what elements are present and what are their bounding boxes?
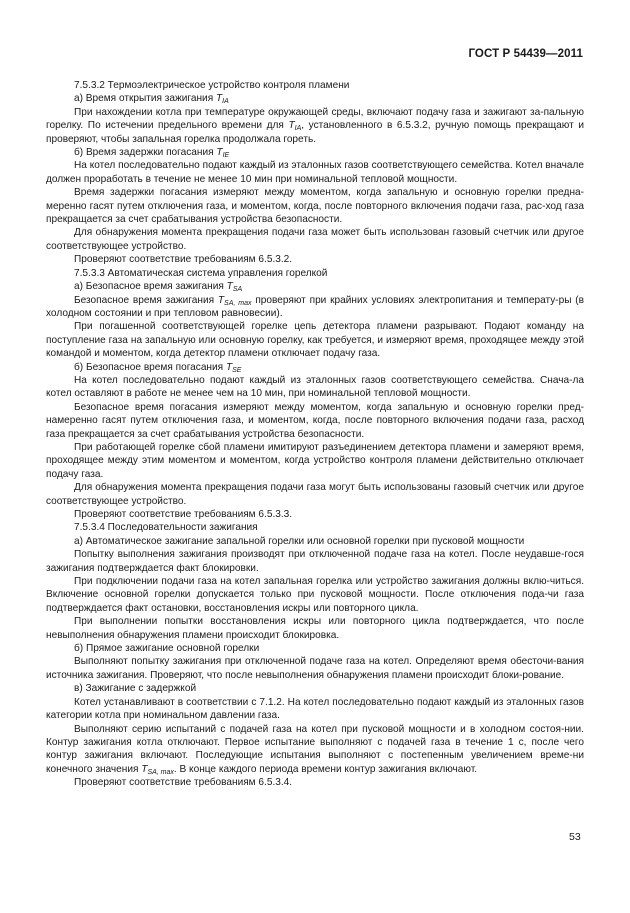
subsection-heading	[46, 280, 584, 293]
section-heading: 7.5.3.2 Термоэлектрическое устройство контроля пламени	[74, 80, 350, 91]
paragraph: Безопасное время погасания измеряют между моментом, когда запальную и основную горелки пред-намеренно гасят путем отключения газа, и моментом, когда, после повторного включения подачи газа, расход газа прекращается за счет срабатывания устройства безопасности.	[46, 401, 584, 440]
paragraph: На котел последовательно подают каждый из эталонных газов соответствующего семейства. Котел вначале должен проработать в течение не менее 10 мин при номинальной тепловой мощности.	[46, 160, 584, 185]
symbol: $T_{SE}$	[225, 361, 242, 374]
paragraph: При работающей горелке сбой пламени имитируют разъединением детектора пламени и замеряют время, проходящее между этим моментом и моментом, когда устройство контроля пламени действительно отключает подачу газа.	[46, 441, 584, 480]
paragraph: При нахождении котла при температуре окружающей среды, включают подачу газа и зажигают за-пальную горелку. По истечении предельного времени для $T_{IA}$, установленного в 6.5.3.2, ручную помощь прекращают и проверяют, чтобы запальная горелка продолжала гореть.	[46, 106, 584, 145]
subsection-heading: в) Зажигание с задержкой	[74, 683, 197, 695]
symbol: $T_{SA, max}$	[217, 294, 252, 307]
paragraph: Проверяют соответствие требованиям 6.5.3.4.	[74, 777, 293, 789]
symbol: $T_{IA}$	[288, 120, 302, 133]
paragraph: Попытку выполнения зажигания производят при отключенной подаче газа на котел. После неудавше-гося зажигания подтверждается факт блокировки.	[46, 549, 584, 574]
heading-text: б) Безопасное время погасания	[74, 361, 224, 373]
subsection-heading: а) Автоматическое зажигание запальной горелки или основной горелки при пусковой мощности	[74, 535, 525, 547]
paragraph: При подключении подачи газа на котел запальная горелка или устройство зажигания должны вклю-читься. Включение основной горелки допускается только при пусковой мощности. После отключения пода-чи газа подтверждается факт остановки, восстановления искры или повторного цикла.	[46, 576, 584, 614]
paragraph: Для обнаружения момента прекращения подачи газа может быть использован газовый счетчик или другое соответствующее устройство.	[46, 227, 584, 252]
paragraph: Проверяют соответствие требованиям 6.5.3.3.	[74, 509, 293, 520]
section-heading: 7.5.3.4 Последовательности зажигания	[74, 522, 258, 534]
paragraph: Котел устанавливают в соответствии с 7.1.2. На котел последовательно подают каждый из эталонных газов категории котла при номинальном давлении газа.	[46, 696, 584, 722]
paragraph: При погашенной соответствующей горелке цепь детектора пламени разрывают. Подают команду на поступление газа на запальную или основную горелку, как требуется, и измеряют время, проходящее между этой командой и моментом, когда детектор пламени отключает подачу газа.	[46, 321, 584, 360]
heading-text: б) Время задержки погасания	[74, 147, 214, 159]
subsection-heading	[46, 92, 584, 105]
paragraph: Безопасное время зажигания $T_{SA, max}$ проверяют при крайних условиях электропитания и температу-ры (в холодном состоянии и при тепловом равновесии).	[46, 294, 585, 319]
page-number: 53	[569, 831, 581, 843]
symbol: $T_{IE}$	[216, 147, 230, 160]
symbol: $T_{IA}$	[215, 93, 229, 106]
heading-text: а) Безопасное время зажигания	[74, 281, 224, 293]
paragraph: Для обнаружения момента прекращения подачи газа могут быть использованы газовый счетчик или другое соответствующее устройство.	[46, 482, 584, 507]
paragraph: Выполняют серию испытаний с подачей газа на котел при пусковой мощности и в холодном состоя-нии. Контур зажигания котла отключают. Первое испытание выполняют с подачей газа в течение 1 с, после чего контур зажигания включают. Последующие испытания выполняют с постепенным увеличением време-ни конечного значения $T_{SA, max}$. В конце каждого периода времени контур зажигания включают.	[46, 723, 584, 776]
heading-text: а) Время открытия зажигания	[74, 93, 214, 105]
subsection-heading	[46, 146, 584, 159]
paragraph: Время задержки погасания измеряют между моментом, когда запальную и основную горелки предна-меренно гасят путем отключения газа, и моментом, когда, после повторного включения подачи газа, рас-ход газа прекращается за счет срабатывания устройства безопасности.	[46, 187, 584, 226]
paragraph: На котел последовательно подают каждый из эталонных газов соответствующего семейства. Снача-ла котел оставляют в работе не менее чем на 10 мин, при номинальной тепловой мощности.	[46, 374, 584, 400]
symbol: $T_{SA, max}$	[141, 763, 174, 776]
subsection-heading: б) Прямое зажигание основной горелки	[74, 643, 260, 655]
symbol: $T_{SA}$	[226, 281, 243, 294]
paragraph: Проверяют соответствие требованиям 6.5.3.2.	[74, 254, 293, 266]
document-body	[46, 79, 584, 790]
paragraph: Выполняют попытку зажигания при отключенной подаче газа на котел. Определяют время обесточи-вания источника зажигания. Проверяют, что после невыполнения обнаружения пламени происходит блоки-рование.	[46, 656, 584, 681]
section-heading: 7.5.3.3 Автоматическая система управления горелкой	[74, 267, 328, 279]
paragraph: При выполнении попытки восстановления искры или повторного цикла подтверждается, что после невыполнения обнаружения пламени происходит блокировка.	[46, 616, 584, 641]
standard-number: ГОСТ Р 54439—2011	[468, 48, 583, 60]
subsection-heading	[46, 361, 584, 374]
